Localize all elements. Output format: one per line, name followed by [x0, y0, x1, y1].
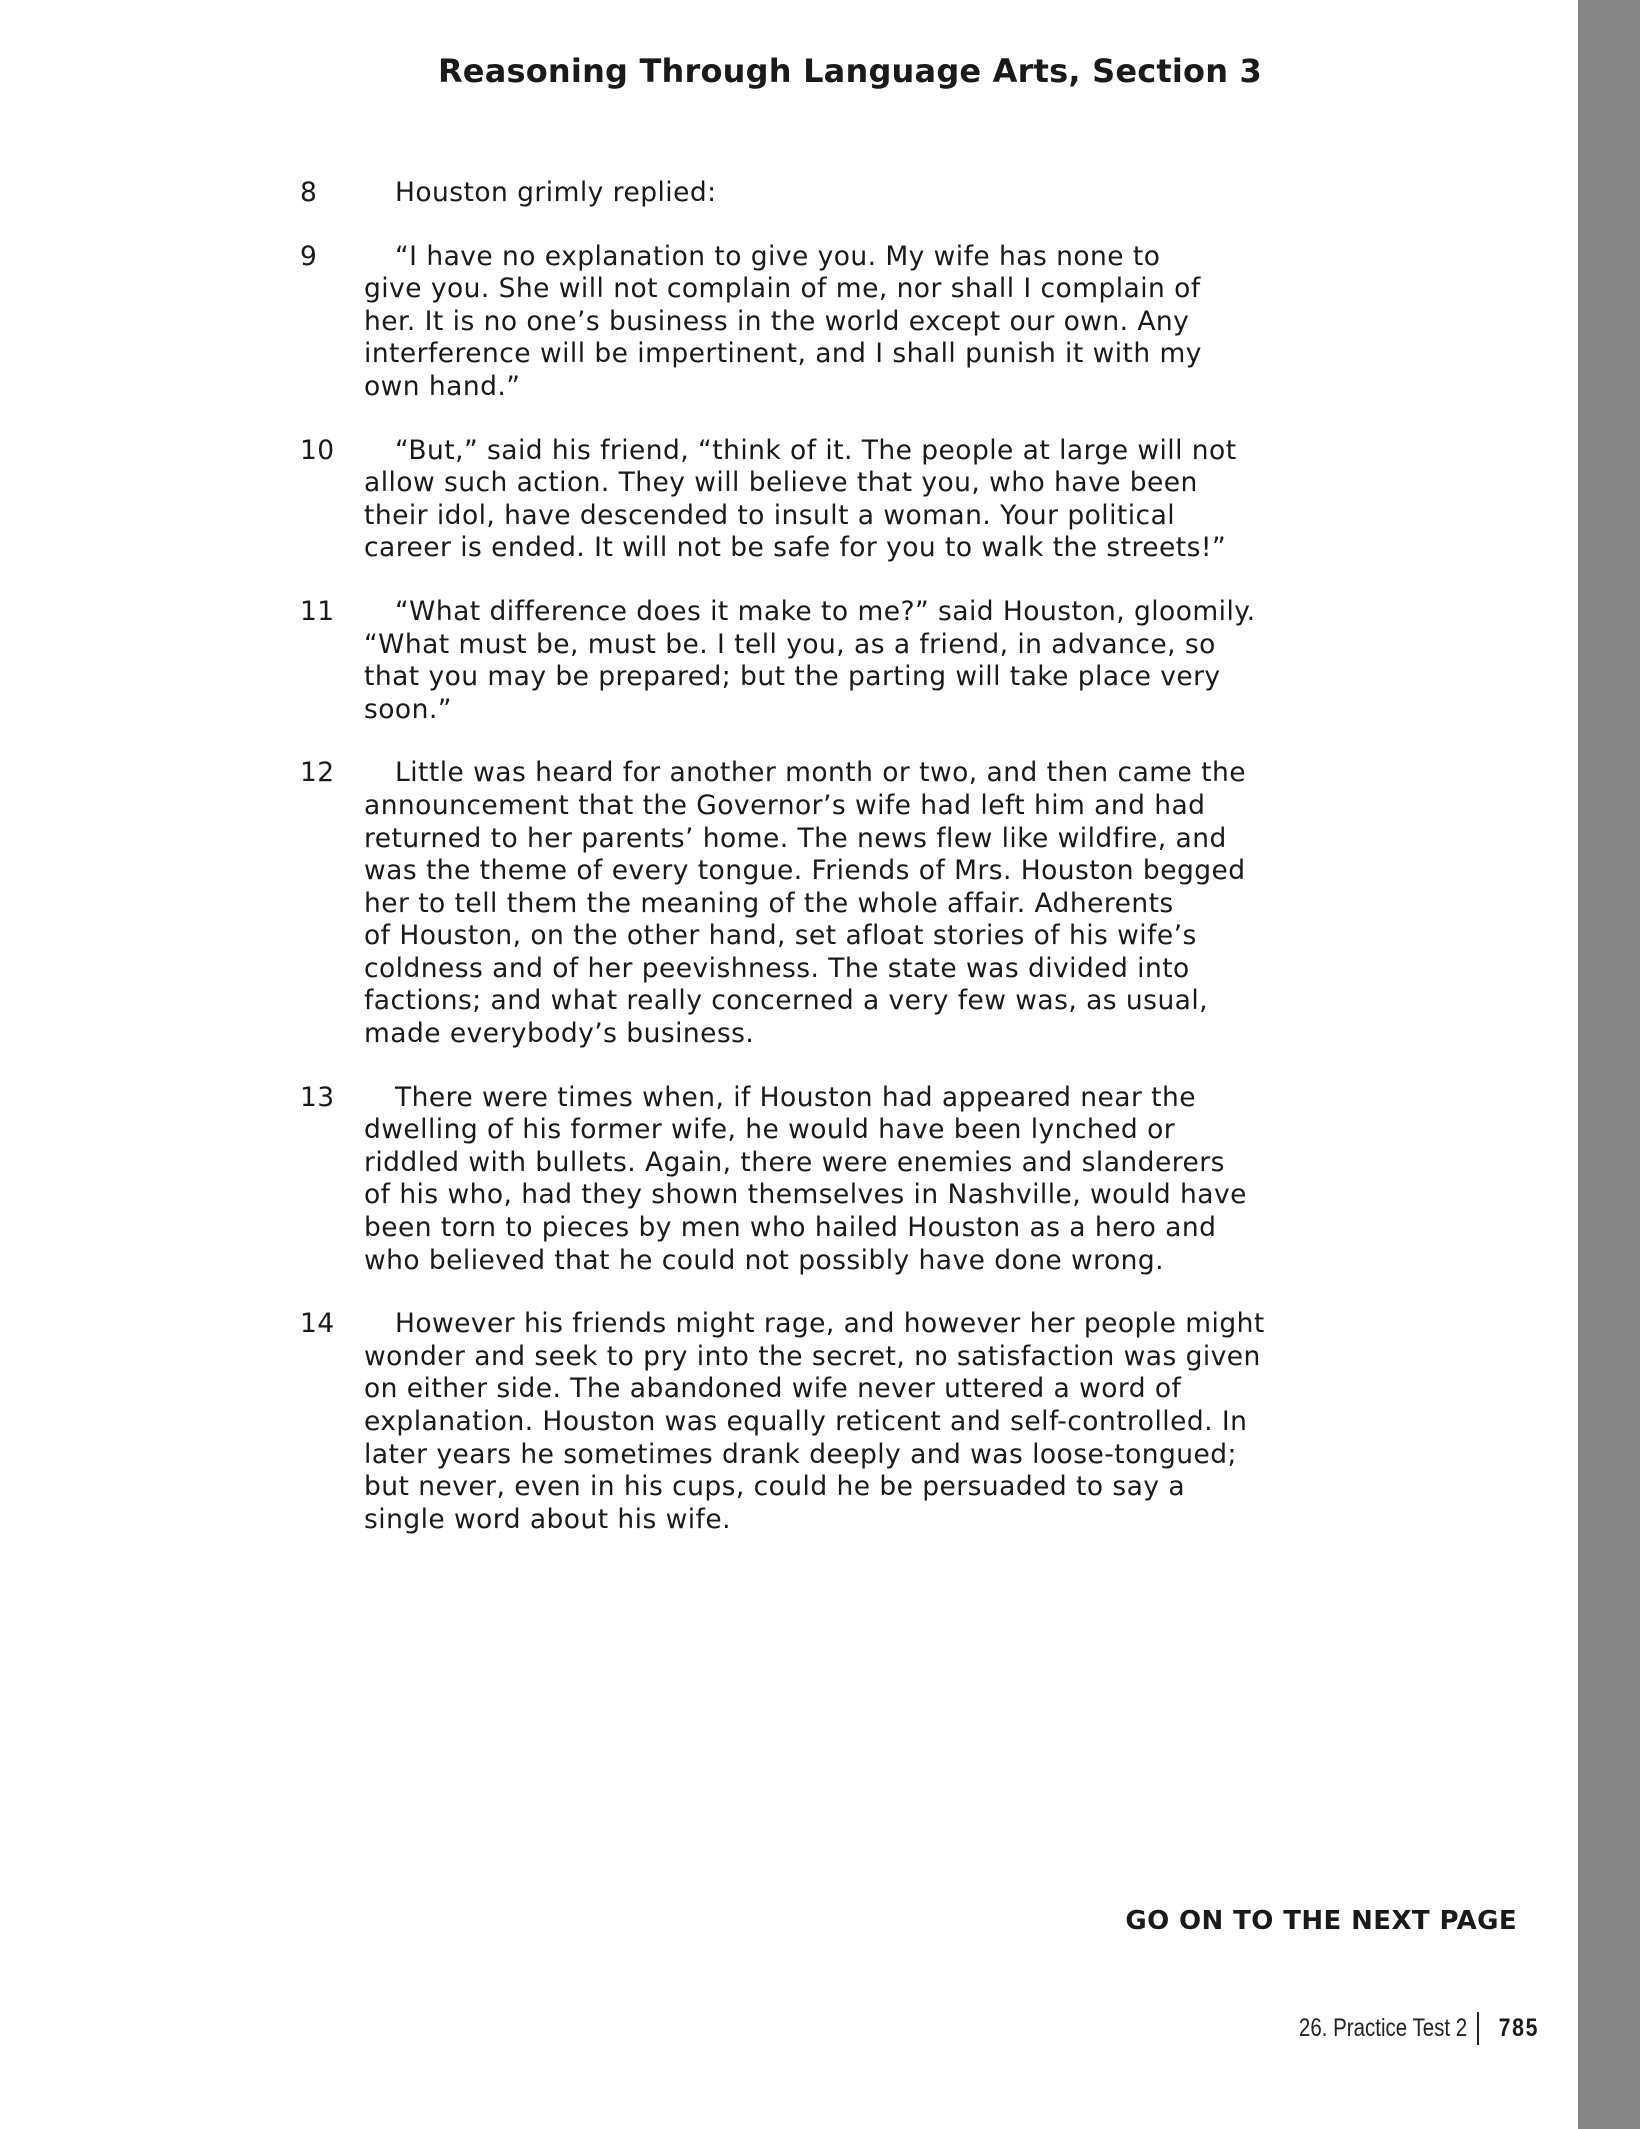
paragraph-line: riddled with bullets. Again, there were enemies and slanderers	[364, 1146, 1225, 1178]
paragraph-line: made everybody’s business.	[364, 1018, 755, 1050]
paragraph-line: Houston grimly replied:	[395, 177, 717, 208]
paragraph-line: wonder and seek to pry into the secret, no satisfaction was given	[364, 1340, 1261, 1372]
footer-divider	[1477, 2012, 1479, 2045]
paragraph-line: single word about his wife.	[364, 1503, 731, 1535]
paragraph-line: that you may be prepared; but the parting will take place very	[364, 661, 1221, 693]
paragraph-line: interference will be impertinent, and I shall punish it with my	[364, 338, 1202, 370]
paragraph-line: “What must be, must be. I tell you, as a friend, in advance, so	[364, 628, 1216, 660]
chapter-label: 26. Practice Test 2	[1299, 2013, 1468, 2042]
paragraph-number: 12	[300, 757, 335, 789]
page-title-text: Reasoning Through Language Arts, Section 3	[437, 52, 1263, 90]
paragraph-10	[300, 435, 1265, 565]
paragraph-number: 10	[300, 434, 335, 466]
paragraph-line: “I have no explanation to give you. My wife has none to	[395, 240, 1161, 272]
paragraph-line: announcement that the Governor’s wife had left him and had	[364, 789, 1206, 821]
paragraph-line: later years he sometimes drank deeply and was loose-tongued;	[364, 1438, 1237, 1470]
page-number: 785	[1498, 2013, 1540, 2042]
side-tab-bar	[1578, 0, 1640, 2129]
paragraph-line: their idol, have descended to insult a woman. Your political	[364, 499, 1176, 531]
paragraph-line: her. It is no one’s business in the world except our own. Any	[364, 305, 1190, 337]
paragraph-line: However his friends might rage, and however her people might	[395, 1308, 1265, 1340]
paragraph-line: returned to her parents’ home. The news flew like wildfire, and	[364, 822, 1227, 854]
paragraph-line: her to tell them the meaning of the whole affair. Adherents	[364, 887, 1174, 919]
paragraph-line: “What difference does it make to me?” said Houston, gloomily.	[395, 595, 1256, 627]
paragraph-line: been torn to pieces by men who hailed Houston as a hero and	[364, 1212, 1217, 1244]
paragraph-line: factions; and what really concerned a very few was, as usual,	[364, 985, 1209, 1017]
paragraph-8	[300, 177, 1265, 210]
go-on-next-page: GO ON TO THE NEXT PAGE	[1125, 1906, 1517, 1936]
paragraph-line: Little was heard for another month or two, and then came the	[395, 757, 1246, 789]
paragraph-line: allow such action. They will believe that you, who have been	[364, 467, 1198, 499]
passage	[300, 177, 1265, 1567]
paragraph-line: “But,” said his friend, “think of it. The people at large will not	[395, 434, 1237, 466]
paragraph-line: but never, even in his cups, could he be persuaded to say a	[364, 1471, 1186, 1503]
paragraph-14	[300, 1308, 1265, 1536]
paragraph-number: 13	[300, 1081, 335, 1113]
paragraph-11	[300, 596, 1265, 726]
paragraph-number: 9	[300, 240, 318, 272]
paragraph-line: dwelling of his former wife, he would have been lynched or	[364, 1114, 1176, 1146]
paragraph-line: was the theme of every tongue. Friends of Mrs. Houston begged	[364, 855, 1246, 887]
paragraph-number: 11	[300, 595, 335, 627]
paragraph-13	[300, 1082, 1265, 1278]
paragraph-12	[300, 757, 1265, 1050]
paragraph-line: coldness and of her peevishness. The state was divided into	[364, 952, 1190, 984]
paragraph-line: career is ended. It will not be safe for you to walk the streets!”	[364, 532, 1227, 564]
page-footer	[1262, 2008, 1543, 2048]
paragraph-line: There were times when, if Houston had appeared near the	[395, 1081, 1197, 1113]
paragraph-line: who believed that he could not possibly have done wrong.	[364, 1244, 1165, 1276]
paragraph-9	[300, 241, 1265, 404]
paragraph-line: explanation. Houston was equally reticent and self-controlled. In	[364, 1406, 1248, 1437]
paragraph-number: 14	[300, 1308, 335, 1340]
paragraph-line: of his who, had they shown themselves in Nashville, would have	[364, 1179, 1247, 1211]
page-title	[0, 52, 1640, 90]
paragraph-line: of Houston, on the other hand, set afloat stories of his wife’s	[364, 920, 1197, 952]
paragraph-number: 8	[300, 177, 318, 208]
paragraph-line: own hand.”	[364, 370, 521, 402]
paragraph-line: soon.”	[364, 693, 452, 725]
paragraph-line: on either side. The abandoned wife never uttered a word of	[364, 1373, 1182, 1405]
paragraph-line: give you. She will not complain of me, nor shall I complain of	[364, 273, 1201, 305]
